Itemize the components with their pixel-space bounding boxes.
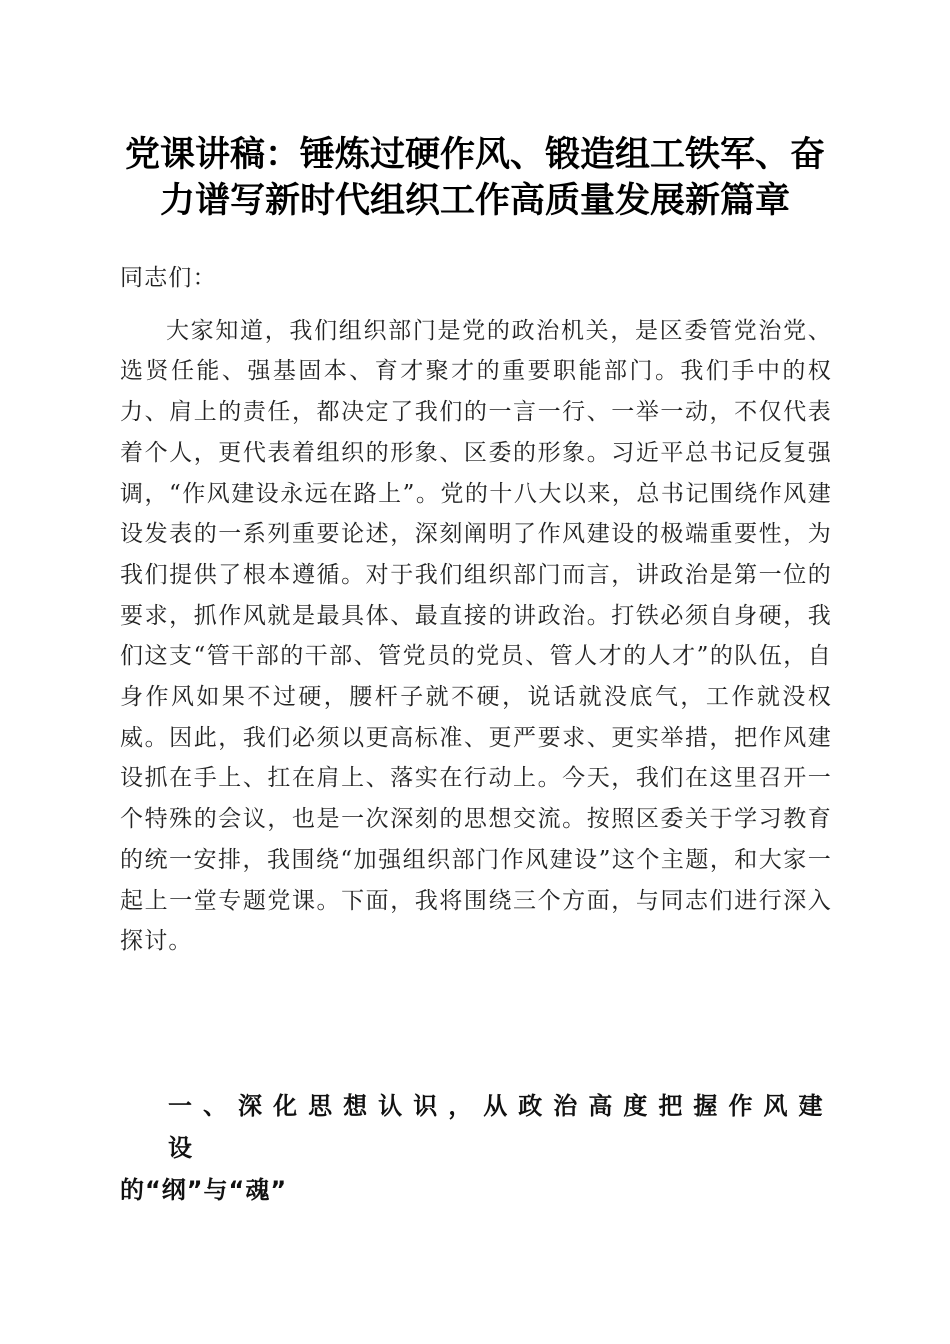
section-heading-1-line-1: 一、深化思想认识，从政治高度把握作风建设 bbox=[168, 1092, 832, 1162]
title-line-2: 力谱写新时代组织工作高质量发展新篇章 bbox=[159, 180, 790, 221]
salutation: 同志们： bbox=[120, 265, 217, 291]
section-heading-1-line-2: 的“纲”与“魂” bbox=[120, 1176, 288, 1204]
section-heading-1 bbox=[120, 1085, 832, 1211]
body-paragraph: 大家知道，我们组织部门是党的政治机关，是区委管党治党、选贤任能、强基固本、育才聚才的重要职能部门。我们手中的权力、肩上的责任，都决定了我们的一言一行、一举一动，不仅代表着个人，更代表着组织的形象、区委的形象。习近平总书记反复强调，“作风建设永远在路上”。党的十八大以来，总书记围绕作风建设发表的一系列重要论述，深刻阐明了作风建设的极端重要性，为我们提供了根本遵循。对于我们组织部门而言，讲政治是第一位的要求，抓作风就是最具体、最直接的讲政治。打铁必须自身硬，我们这支“管干部的干部、管党员的党员、管人才的人才”的队伍，自身作风如果不过硬，腰杆子就不硬，说话就没底气，工作就没权威。因此，我们必须以更高标准、更严要求、更实举措，把作风建设抓在手上、扛在肩上、落实在行动上。今天，我们在这里召开一个特殊的会议，也是一次深刻的思想交流。按照区委关于学习教育的统一安排，我围绕“加强组织部门作风建设”这个主题，和大家一起上一堂专题党课。下面，我将围绕三个方面，与同志们进行深入探讨。 bbox=[120, 317, 832, 955]
document-body bbox=[120, 258, 832, 962]
title-line-1: 党课讲稿：锤炼过硬作风、锻造组工铁军、奋 bbox=[124, 134, 825, 175]
document-title bbox=[110, 132, 840, 224]
